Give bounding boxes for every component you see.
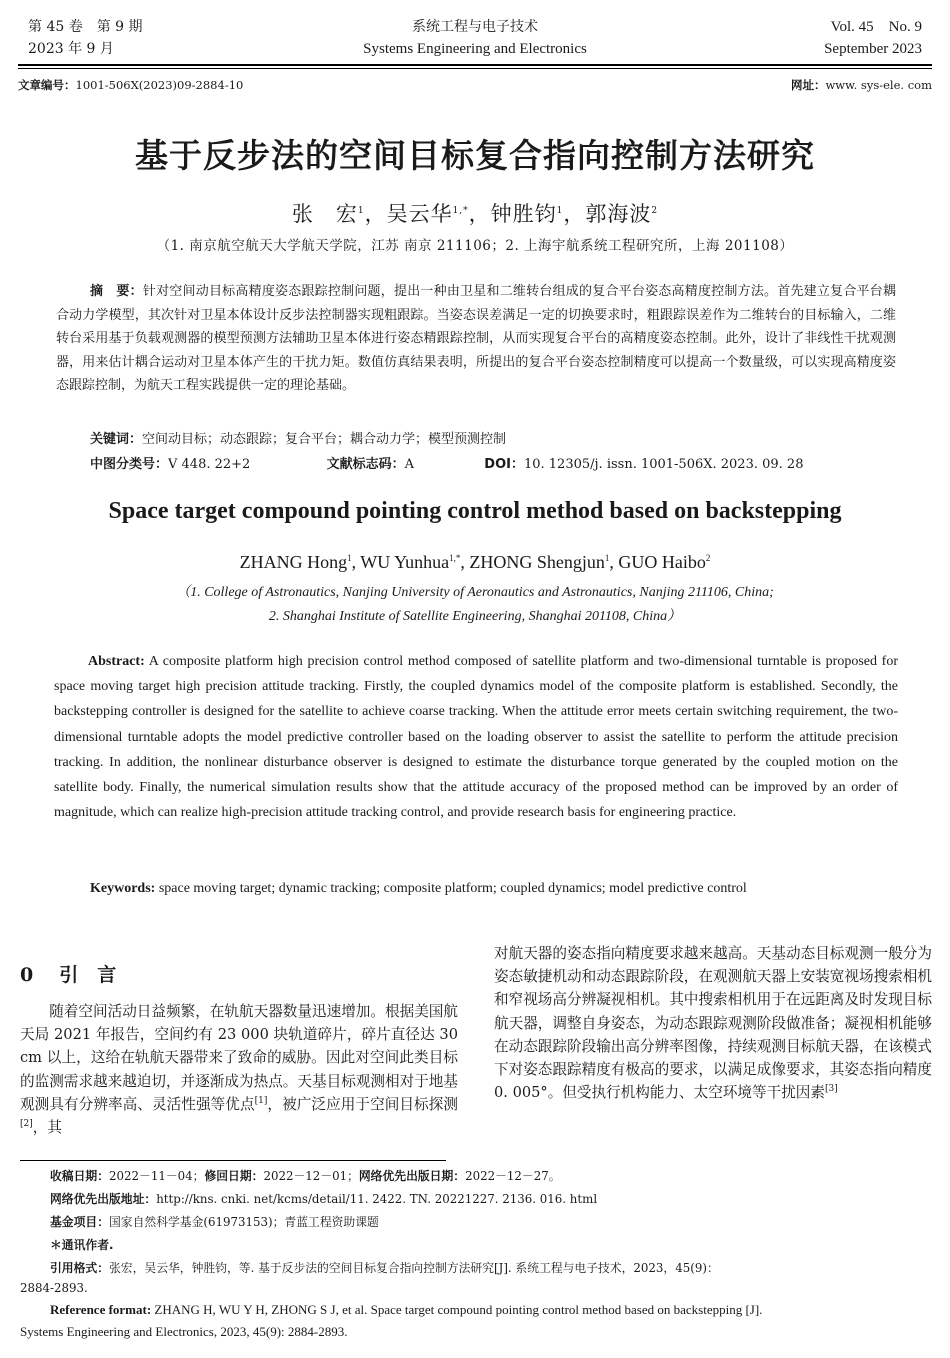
cite-cn-text: 张宏，吴云华，钟胜钧，等. 基于反步法的空间目标复合指向控制方法研究[J]. 系统工程与电子技术，2023，45(9)： [109,1261,719,1275]
volume-issue-line: 第 45 卷 第 9 期 [28,19,143,35]
abstract-cn [56,280,896,398]
dates-footnote [50,1165,930,1188]
received-value: 2022－11－04； [109,1169,205,1183]
revised-label: 修回日期： [204,1169,264,1183]
author-cn: 钟胜钧$^1$ [490,202,564,226]
website-link[interactable]: www. sys-ele. com [825,78,932,92]
article-number-label: 文章编号 [18,78,64,92]
date-line-cn: 2023 年 9 月 [28,41,114,57]
cite-cn-footnote-cont [20,1277,932,1300]
header-rule-thick [18,64,932,66]
title-cn: 基于反步法的空间目标复合指向控制方法研究 [135,136,815,175]
revised-value: 2022－12－01； [263,1169,359,1183]
online-url-label: 网络优先出版地址： [50,1192,157,1206]
cite-cn-label: 引用格式： [50,1261,109,1275]
author-en: GUO Haibo$^2$ [618,552,711,572]
cite-en-text: ZHANG H, WU Y H, ZHONG S J, et al. Space target compound pointing control method based on backstepping [J]. [154,1302,763,1317]
corresponding-author-note: ＊通讯作者. [50,1238,114,1252]
online-url-footnote [50,1188,930,1211]
online-url-link[interactable]: http://kns. cnki. net/kcms/detail/11. 2422. TN. 20221227. 2136. 016. html [156,1192,598,1206]
author-en: WU Yunhua$^{1,*}$ [360,552,461,572]
journal-name-cn: 系统工程与电子技术 [412,19,538,35]
website-label: 网址 [790,78,814,92]
journal-name [300,16,650,60]
abstract-en-label: Abstract: [88,654,145,669]
fund-label: 基金项目： [50,1215,109,1229]
clc-label: 中图分类号： [90,457,169,472]
citation-ref[interactable]: [2] [20,1119,33,1130]
author-cn: 郭海波$^2$ [585,202,659,226]
date-line-en: September 2023 [824,41,922,57]
keywords-en-text: space moving target; dynamic tracking; composite platform; coupled dynamics; model predictive control [158,881,747,896]
body-left-text: 随着空间活动日益频繁，在轨航天器数量迅速增加。根据美国航天局 2021 年报告，空间约有 23 000 块轨道碎片，碎片直径达 30 cm 以上，这给在轨航天器带来了致命的威胁。因此对空间此类目标的监测需求越来越迫切，并逐渐成为热点。天基目标观测相对于地基观测具有分辨率高、灵活性强等优点 [20,1003,458,1113]
journal-volume-issue [28,16,143,60]
abstract-en [54,649,898,825]
abstract-cn-text: 针对空间动目标高精度姿态跟踪控制问题，提出一种由卫星和二维转台组成的复合平台姿态高精度控制方法。首先建立复合平台耦合动力学模型，其次针对卫星本体设计反步法控制器实现粗跟踪。当姿态误差满足一定的切换要求时，粗跟踪误差作为二维转台的目标输入，二维转台采用基于负载观测器的模型预测方法辅助卫星本体进行姿态精跟踪控制，从而实现复合平台的高精度姿态控制。此外，设计了非线性干扰观测器，用来估计耦合运动对卫星本体产生的干扰力矩。数值仿真结果表明，所提出的复合平台姿态控制精度可以提高一个数量级，可以实现高精度姿态跟踪控制，为航天工程实践提供一定的理论基础。 [56,284,896,393]
fund-footnote [50,1211,930,1234]
affiliation-en-2: 2. Shanghai Institute of Satellite Engineering, Shanghai 201108, China） [268,609,682,624]
section-title: 引 言 [59,964,117,986]
title-en: Space target compound pointing control method based on backstepping [108,498,842,524]
abstract-cn-label: 摘 要： [90,284,143,299]
section-heading [20,960,116,987]
authors-cn: 张 宏$^1$，吴云华$^{1,*}$，钟胜钧$^1$，郭海波$^2$ [291,202,659,226]
keywords-cn-text: 空间动目标；动态跟踪；复合平台；耦合动力学；模型预测控制 [142,432,507,447]
footnote-rule [20,1160,446,1161]
citation-ref[interactable]: [3] [825,1084,838,1095]
affiliation-cn: （1. 南京航空航天大学航天学院，江苏 南京 211106；2. 上海宇航系统工程研究所，上海 201108） [156,238,794,254]
journal-volume-en [824,16,922,60]
keywords-cn [90,428,896,452]
abstract-en-text: A composite platform high precision control method composed of satellite platform and two-dimensional turntable is proposed for space moving target high precision attitude tracking. Firstly, the coupled dynamics model of the composite platform is established. Secondly, the backstepping controller is designed for the satellite to achieve coarse tracking. When the attitude error meets certain switching requirement, the two-dimensional turntable adopts the model predictive controller based on the loading observer to assist the satellite to perform the attitude precision tracking. In addition, the nonlinear disturbance observer is designed to estimate the disturbance torque generated by the coupled motion on the satellite body. Finally, the numerical simulation results show that the attitude accuracy of the proposed method can be improved by an order of magnitude, which can realize high-precision attitude tracking control, and provide research basis for engineering practice. [54,654,898,821]
website: 网址：www. sys-ele. com [790,78,932,92]
clc-value: V 448. 22+2 [168,457,251,472]
keywords-en [54,876,898,901]
doc-code-value: A [404,457,415,472]
doc-code-label: 文献标志码： [326,457,405,472]
cite-en-source: Systems Engineering and Electronics, 2023, 45(9): 2884-2893. [20,1324,348,1339]
author-cn: 吴云华$^{1,*}$ [386,202,469,226]
keywords-en-label: Keywords: [90,881,156,896]
body-right-text: 对航天器的姿态指向精度要求越来越高。天基动态目标观测一般分为姿态敏捷机动和动态跟踪阶段，在观测航天器上安装宽视场搜索相机和窄视场高分辨凝视相机。其中搜索相机用于在远距离及时发现目标航天器，调整自身姿态，为动态跟踪观测阶段做准备；凝视相机能够在动态跟踪阶段输出高分辨率图像，持续观测目标航天器，在该模式下对姿态跟踪精度有极高的要求，以满足成像要求，其姿态指向精度 0. 005°。但受执行机构能力、太空环境等干扰因素 [494,945,932,1102]
doi-label: DOI： [484,457,524,472]
article-number-value: 1001-506X(2023)09-2884-10 [75,78,244,92]
affiliation-en-1: （1. College of Astronautics, Nanjing University of Aeronautics and Astronautics, Nanjing 211106, China; [176,585,774,600]
received-label: 收稿日期： [50,1169,109,1183]
author-en: ZHONG Shengjun$^1$ [469,552,610,572]
volume-en-line: Vol. 45 No. 9 [830,19,922,35]
author-en: ZHANG Hong$^1$ [239,552,352,572]
classification-line [90,453,896,477]
authors-en: ZHANG Hong$^1$, WU Yunhua$^{1,*}$, ZHONG Shengjun$^1$, GUO Haibo$^2$ [239,552,711,572]
header-rule-thin [18,68,932,69]
section-number: 0 [20,964,34,986]
body-left-column [20,1000,458,1139]
corresponding-footnote [50,1234,930,1257]
cite-en-footnote-cont [20,1320,932,1343]
body-left-text: ，其 [32,1119,62,1137]
cite-cn-pages: 2884-2893. [20,1281,88,1295]
body-right-column [494,942,932,1104]
keywords-cn-label: 关键词： [90,432,143,447]
journal-name-en: Systems Engineering and Electronics [363,41,587,57]
author-cn: 张 宏$^1$ [291,202,365,226]
online-label: 网络优先出版日期： [358,1169,466,1183]
article-number: 文章编号：1001-506X(2023)09-2884-10 [18,78,244,92]
body-left-text: ，被广泛应用于空间目标探测 [267,1095,458,1113]
cite-en-footnote [20,1298,932,1321]
online-value: 2022－12－27。 [465,1169,561,1183]
citation-ref[interactable]: [1] [254,1095,268,1106]
cite-en-label: Reference format: [50,1302,152,1317]
doi-value[interactable]: 10. 12305/j. issn. 1001-506X. 2023. 09. 28 [523,457,804,472]
fund-value: 国家自然科学基金(61973153)；青蓝工程资助课题 [109,1215,379,1229]
